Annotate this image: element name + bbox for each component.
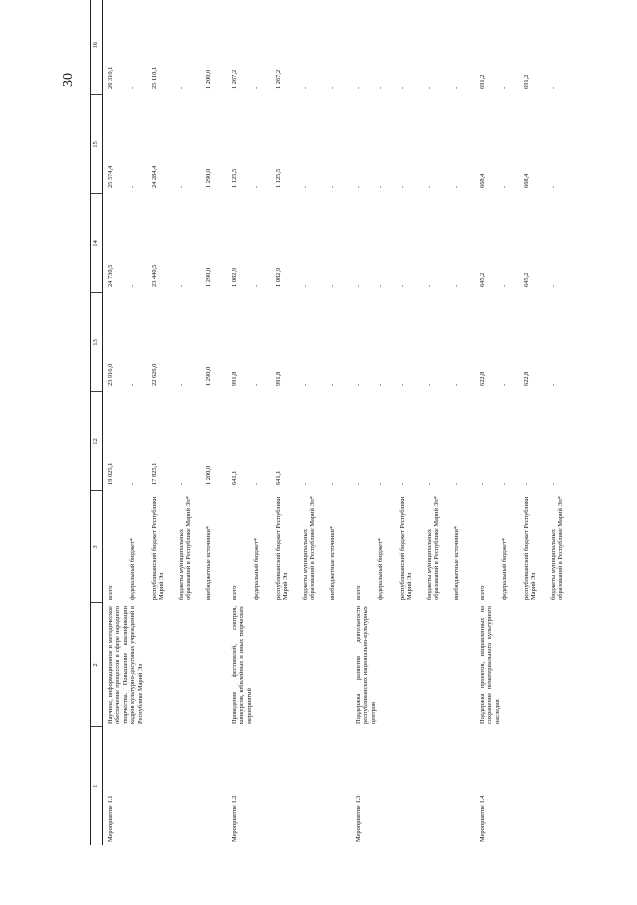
funding-source: внебюджетные источники* <box>328 525 336 600</box>
funding-value: - <box>177 86 185 89</box>
funding-value: - <box>128 284 136 287</box>
funding-value: 691,2 <box>522 74 530 89</box>
funding-value: - <box>301 86 309 89</box>
funding-value: - <box>398 284 406 287</box>
funding-table <box>90 0 577 845</box>
funding-value: 26 310,1 <box>106 66 114 89</box>
funding-source: федеральный бюджет* <box>128 537 136 600</box>
table-row <box>475 0 501 845</box>
funding-value: 622,8 <box>478 371 486 386</box>
funding-value: 23 916,0 <box>106 363 114 386</box>
funding-source: внебюджетные источники* <box>204 525 212 600</box>
funding-source: всего <box>478 585 486 600</box>
funding-value: 1 200,0 <box>204 69 212 89</box>
funding-value: 22 626,0 <box>150 363 158 386</box>
table-row <box>351 0 377 845</box>
activity-label: Мероприятие 1.2 <box>230 795 238 842</box>
funding-value: - <box>177 185 185 188</box>
funding-value: - <box>500 86 508 89</box>
funding-value: 668,4 <box>478 173 486 188</box>
funding-value: 1 082,9 <box>230 267 238 287</box>
header-col-12: 12 <box>91 392 103 491</box>
funding-value: - <box>128 86 136 89</box>
funding-source: бюджеты муниципальных образований в Республике Марий Эл* <box>425 496 441 600</box>
activity-description: Поддержка проектов, направленных на сохранение нематериального культурного наследия <box>478 606 501 724</box>
activity-description: Поддержка развития деятельности республиканских национально-культурных центров <box>354 606 377 724</box>
funding-value: 1 125,5 <box>230 168 238 188</box>
funding-source: федеральный бюджет* <box>252 537 260 600</box>
funding-value: - <box>549 185 557 188</box>
table-row <box>102 0 129 845</box>
funding-value: - <box>425 86 433 89</box>
funding-value: 622,8 <box>522 371 530 386</box>
funding-source: всего <box>106 585 114 600</box>
table-header-row <box>91 0 103 845</box>
funding-value: - <box>398 482 406 485</box>
funding-value: - <box>328 86 336 89</box>
funding-value: - <box>500 383 508 386</box>
funding-value: - <box>376 185 384 188</box>
funding-value: - <box>354 383 362 386</box>
funding-value: - <box>549 86 557 89</box>
funding-value: - <box>301 185 309 188</box>
funding-value: - <box>252 86 260 89</box>
table-row <box>227 0 253 845</box>
funding-value: 17 825,1 <box>150 462 158 485</box>
funding-value: - <box>452 482 460 485</box>
funding-value: - <box>128 383 136 386</box>
header-col-14: 14 <box>91 194 103 293</box>
funding-value: 645,2 <box>522 272 530 287</box>
funding-value: - <box>452 383 460 386</box>
funding-value: - <box>376 383 384 386</box>
funding-value: - <box>425 482 433 485</box>
funding-value: - <box>301 383 309 386</box>
funding-value: - <box>500 185 508 188</box>
funding-source: республиканский бюджет Республики Марий Эл <box>522 496 538 600</box>
funding-source: внебюджетные источники* <box>452 525 460 600</box>
funding-value: - <box>398 86 406 89</box>
funding-value: 1 290,0 <box>204 366 212 386</box>
funding-value: 24 284,4 <box>150 165 158 188</box>
funding-value: - <box>128 482 136 485</box>
funding-value: - <box>354 482 362 485</box>
funding-value: - <box>177 482 185 485</box>
funding-value: - <box>301 482 309 485</box>
funding-value: 24 730,5 <box>106 264 114 287</box>
funding-value: - <box>252 482 260 485</box>
header-col-1: 1 <box>91 727 103 845</box>
rotated-table-container <box>90 41 565 845</box>
funding-value: - <box>549 383 557 386</box>
funding-value: - <box>328 284 336 287</box>
funding-value: 1 082,9 <box>274 267 282 287</box>
funding-value: - <box>177 383 185 386</box>
header-col-15: 15 <box>91 95 103 194</box>
funding-value: 1 125,5 <box>274 168 282 188</box>
funding-value: 991,8 <box>274 371 282 386</box>
header-col-13: 13 <box>91 293 103 392</box>
funding-value: - <box>354 185 362 188</box>
funding-value: - <box>398 383 406 386</box>
funding-value: 1 267,2 <box>230 69 238 89</box>
funding-value: - <box>452 185 460 188</box>
funding-source: федеральный бюджет* <box>500 537 508 600</box>
funding-value: - <box>500 284 508 287</box>
header-col-3: 3 <box>91 491 103 603</box>
page-number: 30 <box>61 73 76 87</box>
funding-source: бюджеты муниципальных образований в Республике Марий Эл* <box>177 496 193 600</box>
funding-value: - <box>328 185 336 188</box>
funding-value: 23 440,5 <box>150 264 158 287</box>
header-col-2: 2 <box>91 603 103 727</box>
funding-value: 1 290,0 <box>204 168 212 188</box>
funding-source: республиканский бюджет Республики Марий Эл <box>274 496 290 600</box>
funding-value: - <box>398 185 406 188</box>
activity-description: Проведение фестивалей, смотров, конкурсов, юбилейных и иных творческих мероприятий <box>230 606 253 724</box>
funding-value: - <box>452 86 460 89</box>
funding-value: 641,1 <box>230 470 238 485</box>
funding-value: - <box>376 86 384 89</box>
funding-source: всего <box>230 585 238 600</box>
funding-value: 691,2 <box>478 74 486 89</box>
funding-value: - <box>252 284 260 287</box>
funding-value: - <box>425 185 433 188</box>
funding-value: - <box>252 185 260 188</box>
funding-value: 19 025,1 <box>106 462 114 485</box>
funding-value: 25 110,1 <box>150 66 158 89</box>
activity-label: Мероприятие 1.1 <box>106 795 114 842</box>
funding-value: - <box>328 482 336 485</box>
funding-value: 645,2 <box>478 272 486 287</box>
funding-source: республиканский бюджет Республики Марий Эл <box>398 496 414 600</box>
funding-value: - <box>478 482 486 485</box>
funding-value: - <box>177 284 185 287</box>
funding-source: всего <box>354 585 362 600</box>
funding-value: 991,8 <box>230 371 238 386</box>
funding-value: - <box>425 383 433 386</box>
funding-value: - <box>354 284 362 287</box>
funding-value: - <box>500 482 508 485</box>
activity-description: Научное, информационное и методическое обеспечение процессов в сфере народного творчества. Повышение квалификации кадров культурно-досуговых учреждений в Республике Марий Эл <box>106 606 144 724</box>
header-col-16: 16 <box>91 0 103 95</box>
table-body <box>102 0 577 845</box>
funding-value: - <box>452 284 460 287</box>
funding-source: бюджеты муниципальных образований в Республике Марий Эл* <box>301 496 317 600</box>
funding-value: - <box>252 383 260 386</box>
funding-value: 1 200,0 <box>204 465 212 485</box>
funding-value: - <box>425 284 433 287</box>
funding-value: 641,1 <box>274 470 282 485</box>
funding-value: - <box>549 482 557 485</box>
funding-value: - <box>376 284 384 287</box>
funding-value: 25 574,4 <box>106 165 114 188</box>
funding-value: - <box>522 482 530 485</box>
funding-value: - <box>549 284 557 287</box>
funding-value: - <box>354 86 362 89</box>
funding-value: 668,4 <box>522 173 530 188</box>
funding-value: - <box>376 482 384 485</box>
activity-label: Мероприятие 1.3 <box>354 795 362 842</box>
funding-source: бюджеты муниципальных образований в Республике Марий Эл* <box>549 496 565 600</box>
funding-value: 1 290,0 <box>204 267 212 287</box>
funding-value: - <box>128 185 136 188</box>
funding-value: 1 267,2 <box>274 69 282 89</box>
activity-label: Мероприятие 1.4 <box>478 795 486 842</box>
funding-value: - <box>301 284 309 287</box>
funding-source: федеральный бюджет* <box>376 537 384 600</box>
funding-value: - <box>328 383 336 386</box>
funding-source: республиканский бюджет Республики Марий Эл <box>150 496 166 600</box>
